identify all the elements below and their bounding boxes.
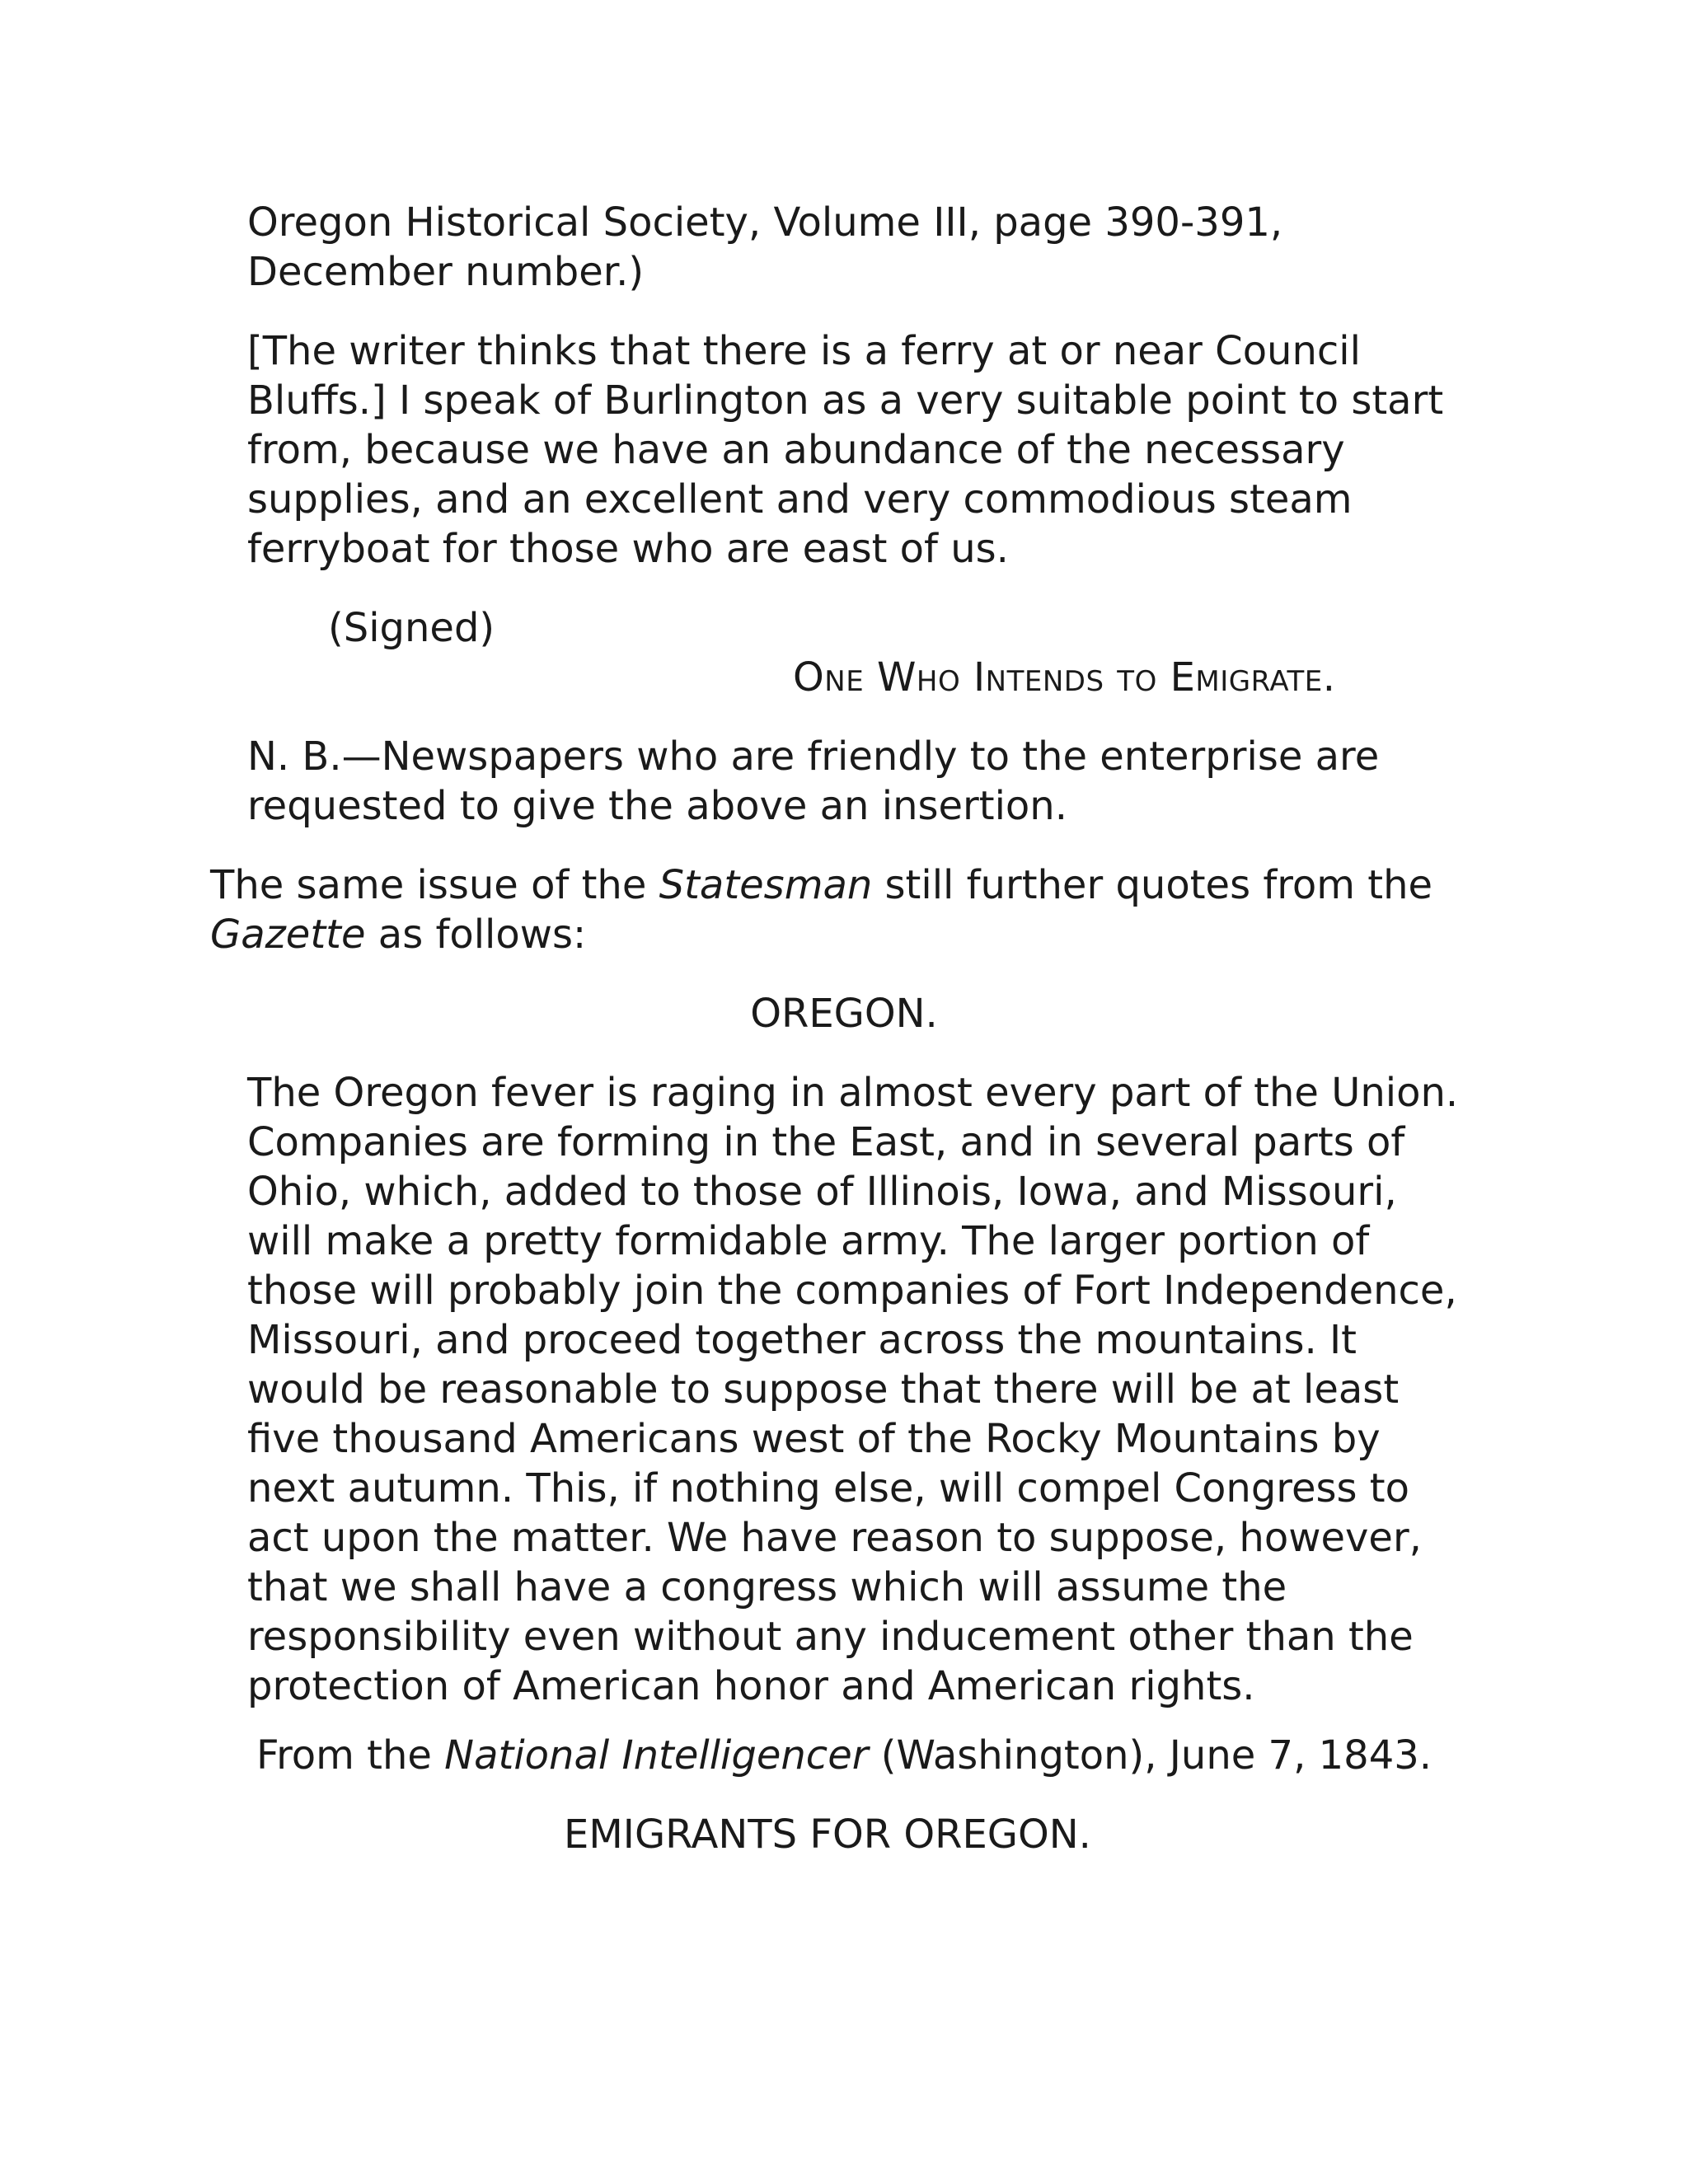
text-line: would be reasonable to suppose that there will be at least (247, 1366, 1400, 1413)
text-line: Oregon Historical Society, Volume III, page 390-391, (247, 199, 1283, 246)
section-heading-oregon: OREGON. (750, 991, 938, 1037)
text-line: Ohio, which, added to those of Illinois, Iowa, and Missouri, (247, 1169, 1397, 1215)
source-line (0, 1731, 1688, 1780)
text-line: five thousand Americans west of the Rocky Mountains by (247, 1416, 1381, 1462)
text-fragment: as follows: (365, 912, 587, 958)
text-line: that we shall have a congress which will assume the (247, 1564, 1287, 1610)
signature-line: One Who Intends to Emigrate. (793, 654, 1336, 701)
text-line: next autumn. This, if nothing else, will compel Congress to (247, 1465, 1409, 1511)
publication-title: National Intelligencer (444, 1732, 869, 1779)
text-fragment: From the (256, 1732, 445, 1779)
text-line: will make a pretty formidable army. The larger portion of (247, 1218, 1370, 1264)
text-line: from, because we have an abundance of the necessary (247, 427, 1345, 473)
text-fragment: still further quotes from the (872, 862, 1433, 908)
text-line: N. B.—Newspapers who are friendly to the enterprise are (247, 733, 1380, 780)
text-line: Missouri, and proceed together across the mountains. It (247, 1317, 1357, 1363)
text-line: act upon the matter. We have reason to suppose, however, (247, 1515, 1422, 1561)
text-line (210, 860, 1433, 910)
text-line: supplies, and an excellent and very commodious steam (247, 476, 1353, 523)
citation-paragraph (247, 198, 1401, 297)
text-line: December number.) (247, 249, 645, 295)
text-line: responsibility even without any inducement other than the (247, 1614, 1414, 1660)
section-heading-emigrants: EMIGRANTS FOR OREGON. (564, 1811, 1091, 1858)
text-line (210, 910, 1381, 959)
same-issue-paragraph (210, 860, 1433, 959)
publication-title: Statesman (659, 862, 873, 908)
publication-title: Gazette (210, 912, 366, 958)
text-line: requested to give the above an insertion. (247, 783, 1067, 829)
signed-label: (Signed) (328, 605, 495, 651)
text-line: those will probably join the companies of Fort Independence, (247, 1268, 1457, 1314)
text-line: [The writer thinks that there is a ferry at or near Council (247, 328, 1361, 374)
text-fragment: (Washington), June 7, 1843. (868, 1732, 1432, 1779)
text-line: protection of American honor and American rights. (247, 1663, 1255, 1709)
ferry-paragraph (247, 326, 1444, 574)
text-line: ferryboat for those who are east of us. (247, 526, 1009, 572)
oregon-fever-paragraph (247, 1068, 1459, 1711)
text-line: Companies are forming in the East, and in several parts of (247, 1119, 1405, 1165)
nb-paragraph (247, 732, 1401, 831)
text-fragment: The same issue of the (210, 862, 659, 908)
text-line: Bluffs.] I speak of Burlington as a very suitable point to start (247, 377, 1444, 424)
text-line: The Oregon fever is raging in almost every part of the Union. (247, 1070, 1459, 1116)
